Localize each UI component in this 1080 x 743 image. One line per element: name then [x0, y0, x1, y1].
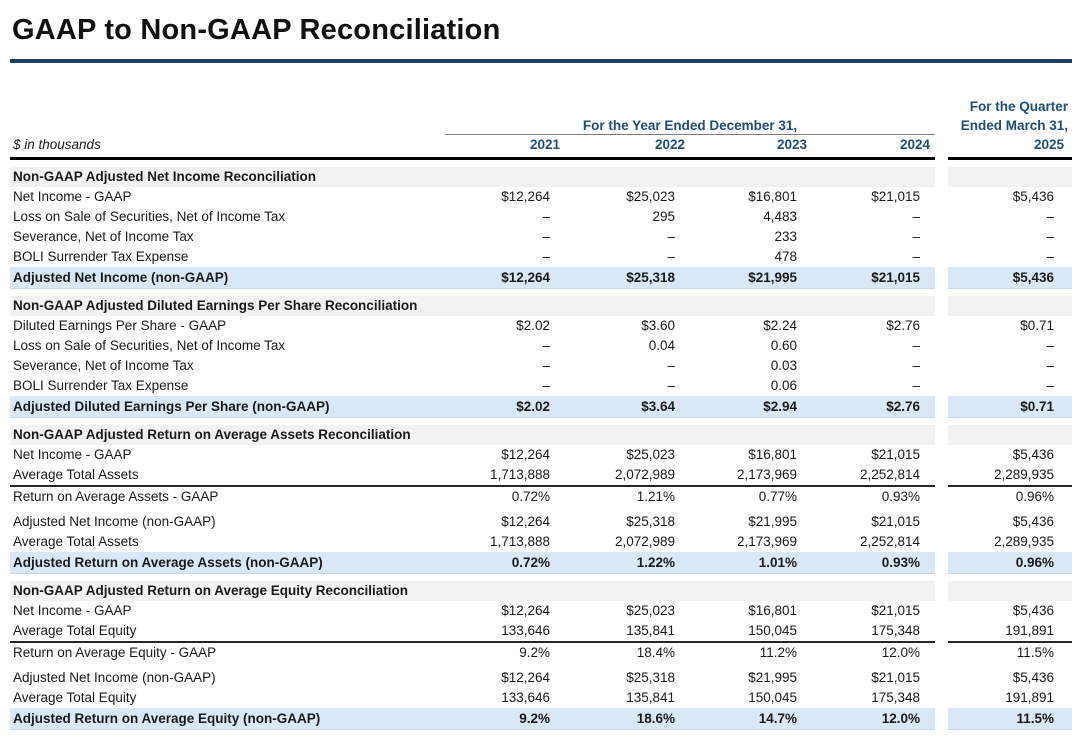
cell-value: 2,289,935 [993, 534, 1054, 549]
cell-value: $21,995 [690, 267, 812, 289]
section-heading-fill [948, 425, 1072, 445]
cell-value: 0.03 [770, 358, 797, 373]
cell-value: $2.02 [516, 318, 550, 333]
reconciliation-table [10, 93, 1072, 730]
row-label: Severance, Net of Income Tax [13, 229, 194, 244]
total-row [10, 396, 1072, 418]
cell-value: – [1046, 229, 1054, 244]
section-heading-fill [948, 581, 1072, 601]
cell-value: 478 [774, 249, 797, 264]
cell-value: 150,045 [690, 621, 812, 643]
row-label: Adjusted Diluted Earnings Per Share (non-GAAP) [10, 396, 445, 418]
row-label: Adjusted Return on Average Assets (non-GAAP) [10, 552, 445, 574]
row-label: Net Income - GAAP [13, 189, 132, 204]
cell-value: 135,841 [565, 621, 690, 643]
cell-value: $25,318 [565, 267, 690, 289]
cell-value: $21,015 [871, 603, 920, 618]
total-row [10, 267, 1072, 289]
row-label: Net Income - GAAP [13, 603, 132, 618]
cell-value: – [912, 229, 920, 244]
cell-value: $2.94 [690, 396, 812, 418]
cell-value: – [1046, 338, 1054, 353]
cell-value: – [667, 378, 675, 393]
cell-value: – [542, 338, 550, 353]
quarter-group-line1: For the Quarter [969, 99, 1068, 114]
cell-value: 2,072,989 [614, 534, 675, 549]
cell-value: $12,264 [445, 267, 565, 289]
cell-value: – [542, 229, 550, 244]
cell-value: – [1046, 378, 1054, 393]
cell-value: $12,264 [501, 603, 550, 618]
title-rule [10, 59, 1072, 63]
section-header-row [10, 167, 1072, 187]
cell-value: 133,646 [501, 690, 550, 705]
table-header-groups [10, 93, 1072, 135]
cell-value: $25,023 [626, 447, 675, 462]
section-heading-fill [948, 167, 1072, 187]
cell-value: 175,348 [812, 621, 935, 643]
row-label: Average Total Equity [10, 621, 445, 643]
cell-value: $12,264 [501, 670, 550, 685]
table-row [10, 316, 1072, 336]
row-label: Severance, Net of Income Tax [13, 358, 194, 373]
cell-value: – [1046, 249, 1054, 264]
section-heading: Non-GAAP Adjusted Net Income Reconciliation [10, 167, 935, 187]
cell-value: $25,023 [626, 189, 675, 204]
cell-value: – [667, 229, 675, 244]
cell-value: $0.71 [1020, 318, 1054, 333]
cell-value: 1.22% [565, 552, 690, 574]
row-label: Adjusted Net Income (non-GAAP) [13, 670, 216, 685]
cell-value: – [912, 358, 920, 373]
cell-value: – [542, 249, 550, 264]
cell-value: 9.2% [445, 708, 565, 730]
cell-value: $2.02 [445, 396, 565, 418]
cell-value: – [912, 209, 920, 224]
row-label: Adjusted Return on Average Equity (non-GAAP) [10, 708, 445, 730]
cell-value: 14.7% [690, 708, 812, 730]
cell-value: 1.01% [690, 552, 812, 574]
table-row [10, 487, 1072, 507]
row-label: Average Total Assets [13, 534, 139, 549]
cell-value: 11.5% [948, 708, 1072, 730]
cell-value: – [912, 378, 920, 393]
row-label: Return on Average Equity - GAAP [13, 645, 217, 660]
cell-value: 4,483 [763, 209, 797, 224]
table-row [10, 688, 1072, 708]
cell-value: – [1046, 358, 1054, 373]
section-gap [10, 418, 1072, 425]
cell-value: 191,891 [948, 621, 1072, 643]
cell-value: $5,436 [948, 267, 1072, 289]
cell-value: $5,436 [1012, 447, 1054, 462]
cell-value: $5,436 [1012, 189, 1054, 204]
table-row [10, 336, 1072, 356]
cell-value: 9.2% [519, 645, 550, 660]
cell-value: $21,995 [748, 514, 797, 529]
cell-value: $0.71 [948, 396, 1072, 418]
cell-value: 2,173,969 [690, 465, 812, 487]
total-row [10, 708, 1072, 730]
row-label: BOLI Surrender Tax Expense [13, 378, 189, 393]
row-label: Average Total Assets [10, 465, 445, 487]
section-gap [10, 574, 1072, 581]
cell-value: 1.21% [636, 489, 675, 504]
cell-value: $2.76 [886, 318, 920, 333]
cell-value: 1,713,888 [445, 465, 565, 487]
cell-value: – [1046, 209, 1054, 224]
table-row [10, 445, 1072, 465]
cell-value: $5,436 [1012, 670, 1054, 685]
row-label: Adjusted Net Income (non-GAAP) [13, 514, 216, 529]
total-row [10, 552, 1072, 574]
cell-value: 0.72% [445, 552, 565, 574]
table-row [10, 227, 1072, 247]
cell-value: 135,841 [626, 690, 675, 705]
cell-value: – [542, 358, 550, 373]
cell-value: $3.64 [565, 396, 690, 418]
section-gap [10, 289, 1072, 296]
cell-value: 12.0% [812, 708, 935, 730]
cell-value: 1,713,888 [489, 534, 550, 549]
row-label: Return on Average Assets - GAAP [13, 489, 219, 504]
cell-value: 18.4% [636, 645, 675, 660]
cell-value: $21,015 [871, 670, 920, 685]
year-column-2025: 2025 [948, 135, 1072, 160]
section-heading: Non-GAAP Adjusted Diluted Earnings Per Share Reconciliation [10, 296, 935, 316]
cell-value: $12,264 [501, 447, 550, 462]
cell-value: 0.93% [881, 489, 920, 504]
row-label: Average Total Equity [13, 690, 137, 705]
cell-value: $5,436 [1012, 514, 1054, 529]
cell-value: 0.06 [770, 378, 797, 393]
year-group-header: For the Year Ended December 31, [445, 118, 935, 135]
cell-value: $2.24 [763, 318, 797, 333]
cell-value: – [667, 249, 675, 264]
section-header-row [10, 581, 1072, 601]
cell-value: $21,015 [871, 514, 920, 529]
cell-value: – [912, 338, 920, 353]
quarter-group-header [948, 97, 1072, 135]
year-column-2023: 2023 [690, 135, 812, 160]
section-heading: Non-GAAP Adjusted Return on Average Assets Reconciliation [10, 425, 935, 445]
row-label: BOLI Surrender Tax Expense [13, 249, 189, 264]
cell-value: $3.60 [641, 318, 675, 333]
cell-value: 191,891 [1005, 690, 1054, 705]
cell-value: $25,318 [626, 514, 675, 529]
cell-value: 295 [652, 209, 675, 224]
table-row [10, 465, 1072, 487]
cell-value: – [912, 249, 920, 264]
table-row [10, 207, 1072, 227]
cell-value: 233 [774, 229, 797, 244]
table-row [10, 356, 1072, 376]
cell-value: 2,252,814 [859, 534, 920, 549]
table-row [10, 643, 1072, 663]
row-label: Loss on Sale of Securities, Net of Income Tax [13, 209, 286, 224]
section-heading: Non-GAAP Adjusted Return on Average Equity Reconciliation [10, 581, 935, 601]
cell-value: 18.6% [565, 708, 690, 730]
cell-value: $12,264 [501, 189, 550, 204]
year-column-2022: 2022 [565, 135, 690, 160]
cell-value: $21,015 [871, 447, 920, 462]
cell-value: $21,015 [871, 189, 920, 204]
row-label: Loss on Sale of Securities, Net of Income Tax [13, 338, 286, 353]
cell-value: $25,318 [626, 670, 675, 685]
table-row [10, 512, 1072, 532]
row-label: Adjusted Net Income (non-GAAP) [10, 267, 445, 289]
cell-value: 0.93% [812, 552, 935, 574]
cell-value: $16,801 [748, 447, 797, 462]
cell-value: $16,801 [748, 603, 797, 618]
year-column-2024: 2024 [812, 135, 935, 160]
cell-value: 2,252,814 [812, 465, 935, 487]
cell-value: 2,173,969 [736, 534, 797, 549]
cell-value: 0.60 [770, 338, 797, 353]
table-row [10, 376, 1072, 396]
cell-value: 2,289,935 [948, 465, 1072, 487]
table-row [10, 668, 1072, 688]
cell-value: $2.76 [812, 396, 935, 418]
section-header-row [10, 425, 1072, 445]
cell-value: $21,015 [812, 267, 935, 289]
cell-value: $12,264 [501, 514, 550, 529]
cell-value: $25,023 [626, 603, 675, 618]
units-label: $ in thousands [10, 135, 445, 160]
page-title: GAAP to Non-GAAP Reconciliation [12, 14, 501, 46]
cell-value: 11.2% [759, 645, 797, 660]
cell-value: 175,348 [871, 690, 920, 705]
cell-value: $16,801 [748, 189, 797, 204]
header-body-gap [10, 159, 1072, 167]
table-body [10, 167, 1072, 730]
row-label: Net Income - GAAP [13, 447, 132, 462]
table-row [10, 621, 1072, 643]
cell-value: 0.72% [511, 489, 550, 504]
cell-value: – [667, 358, 675, 373]
table-row [10, 601, 1072, 621]
table-row [10, 532, 1072, 552]
table-header-years [10, 135, 1072, 159]
cell-value: 0.04 [648, 338, 675, 353]
section-heading-fill [948, 296, 1072, 316]
section-header-row [10, 296, 1072, 316]
table-row [10, 187, 1072, 207]
table-row [10, 247, 1072, 267]
cell-value: $21,995 [748, 670, 797, 685]
cell-value: 0.77% [758, 489, 797, 504]
row-label: Diluted Earnings Per Share - GAAP [13, 318, 227, 333]
cell-value: $5,436 [1012, 603, 1054, 618]
cell-value: – [542, 378, 550, 393]
cell-value: 12.0% [881, 645, 920, 660]
cell-value: 150,045 [748, 690, 797, 705]
quarter-group-line2: Ended March 31, [960, 118, 1068, 133]
cell-value: 11.5% [1016, 645, 1054, 660]
year-column-2021: 2021 [445, 135, 565, 160]
cell-value: 2,072,989 [565, 465, 690, 487]
cell-value: 0.96% [1015, 489, 1054, 504]
cell-value: 133,646 [445, 621, 565, 643]
cell-value: – [542, 209, 550, 224]
cell-value: 0.96% [948, 552, 1072, 574]
